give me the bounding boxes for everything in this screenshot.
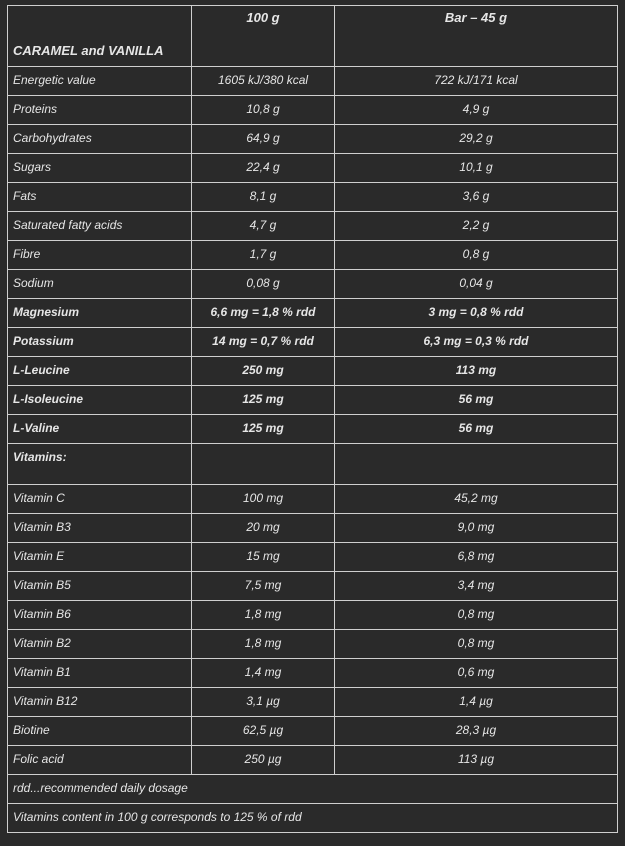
value-per-100g: 15 mg	[192, 543, 335, 572]
table-row	[8, 125, 618, 154]
nutrient-name: L-Leucine	[8, 357, 192, 386]
value-per-bar: 10,1 g	[335, 154, 618, 183]
table-row	[8, 485, 618, 514]
value-per-100g: 6,6 mg = 1,8 % rdd	[192, 299, 335, 328]
table-row	[8, 241, 618, 270]
value-per-bar: 6,8 mg	[335, 543, 618, 572]
value-per-100g: 1,4 mg	[192, 659, 335, 688]
vitamin-name: Vitamin E	[8, 543, 192, 572]
empty-cell	[192, 444, 335, 485]
value-per-bar: 45,2 mg	[335, 485, 618, 514]
nutrient-name: Saturated fatty acids	[8, 212, 192, 241]
table-row	[8, 96, 618, 125]
value-per-100g: 1,8 mg	[192, 601, 335, 630]
nutrient-name: L-Valine	[8, 415, 192, 444]
nutrient-name: Potassium	[8, 328, 192, 357]
nutrient-name: Energetic value	[8, 67, 192, 96]
footnote-row	[8, 804, 618, 833]
value-per-100g: 64,9 g	[192, 125, 335, 154]
vitamins-label: Vitamins:	[8, 444, 192, 485]
value-per-bar: 29,2 g	[335, 125, 618, 154]
vitamin-name: Vitamin B12	[8, 688, 192, 717]
nutrition-table	[7, 5, 618, 833]
value-per-100g: 1605 kJ/380 kcal	[192, 67, 335, 96]
product-title: CARAMEL and VANILLA	[8, 6, 192, 67]
value-per-100g: 14 mg = 0,7 % rdd	[192, 328, 335, 357]
nutrient-name: Fats	[8, 183, 192, 212]
nutrient-name: Magnesium	[8, 299, 192, 328]
empty-cell	[335, 444, 618, 485]
table-row	[8, 746, 618, 775]
value-per-100g: 0,08 g	[192, 270, 335, 299]
value-per-100g: 22,4 g	[192, 154, 335, 183]
nutrient-name: Sodium	[8, 270, 192, 299]
vitamin-name: Vitamin B1	[8, 659, 192, 688]
value-per-100g: 8,1 g	[192, 183, 335, 212]
nutrition-table-wrapper	[7, 5, 618, 833]
table-row	[8, 270, 618, 299]
value-per-bar: 3,6 g	[335, 183, 618, 212]
value-per-bar: 0,6 mg	[335, 659, 618, 688]
value-per-100g: 4,7 g	[192, 212, 335, 241]
value-per-bar: 113 mg	[335, 357, 618, 386]
vitamin-name: Vitamin B6	[8, 601, 192, 630]
table-row	[8, 154, 618, 183]
header-row	[8, 6, 618, 67]
value-per-bar: 6,3 mg = 0,3 % rdd	[335, 328, 618, 357]
table-row	[8, 183, 618, 212]
vitamin-name: Vitamin B3	[8, 514, 192, 543]
value-per-bar: 3,4 mg	[335, 572, 618, 601]
vitamin-name: Vitamin B5	[8, 572, 192, 601]
value-per-100g: 62,5 µg	[192, 717, 335, 746]
vitamin-name: Vitamin B2	[8, 630, 192, 659]
table-row	[8, 630, 618, 659]
vitamin-name: Folic acid	[8, 746, 192, 775]
table-row	[8, 386, 618, 415]
table-row	[8, 688, 618, 717]
table-row	[8, 357, 618, 386]
vitamin-name: Biotine	[8, 717, 192, 746]
column-header-100g: 100 g	[192, 6, 335, 67]
value-per-bar: 3 mg = 0,8 % rdd	[335, 299, 618, 328]
nutrient-name: Sugars	[8, 154, 192, 183]
value-per-bar: 4,9 g	[335, 96, 618, 125]
value-per-100g: 125 mg	[192, 415, 335, 444]
value-per-100g: 3,1 µg	[192, 688, 335, 717]
table-row	[8, 415, 618, 444]
table-row	[8, 717, 618, 746]
value-per-100g: 250 µg	[192, 746, 335, 775]
value-per-100g: 10,8 g	[192, 96, 335, 125]
value-per-100g: 125 mg	[192, 386, 335, 415]
table-row	[8, 659, 618, 688]
vitamins-content-note: Vitamins content in 100 g corresponds to 125 % of rdd	[8, 804, 618, 833]
column-header-bar: Bar – 45 g	[335, 6, 618, 67]
vitamins-header-row	[8, 444, 618, 485]
value-per-bar: 56 mg	[335, 386, 618, 415]
value-per-bar: 0,04 g	[335, 270, 618, 299]
value-per-bar: 0,8 mg	[335, 630, 618, 659]
footnote-row	[8, 775, 618, 804]
nutrient-name: Proteins	[8, 96, 192, 125]
rdd-note: rdd...recommended daily dosage	[8, 775, 618, 804]
table-row	[8, 601, 618, 630]
value-per-bar: 2,2 g	[335, 212, 618, 241]
value-per-100g: 100 mg	[192, 485, 335, 514]
nutrient-name: L-Isoleucine	[8, 386, 192, 415]
table-row	[8, 543, 618, 572]
nutrient-name: Carbohydrates	[8, 125, 192, 154]
value-per-bar: 0,8 mg	[335, 601, 618, 630]
table-row	[8, 299, 618, 328]
value-per-100g: 7,5 mg	[192, 572, 335, 601]
value-per-bar: 113 µg	[335, 746, 618, 775]
value-per-bar: 9,0 mg	[335, 514, 618, 543]
value-per-100g: 1,7 g	[192, 241, 335, 270]
table-row	[8, 572, 618, 601]
table-row	[8, 212, 618, 241]
nutrient-name: Fibre	[8, 241, 192, 270]
table-row	[8, 328, 618, 357]
value-per-bar: 56 mg	[335, 415, 618, 444]
value-per-100g: 20 mg	[192, 514, 335, 543]
value-per-bar: 0,8 g	[335, 241, 618, 270]
value-per-bar: 1,4 µg	[335, 688, 618, 717]
value-per-bar: 28,3 µg	[335, 717, 618, 746]
value-per-100g: 1,8 mg	[192, 630, 335, 659]
value-per-100g: 250 mg	[192, 357, 335, 386]
table-row	[8, 514, 618, 543]
vitamin-name: Vitamin C	[8, 485, 192, 514]
table-row	[8, 67, 618, 96]
value-per-bar: 722 kJ/171 kcal	[335, 67, 618, 96]
